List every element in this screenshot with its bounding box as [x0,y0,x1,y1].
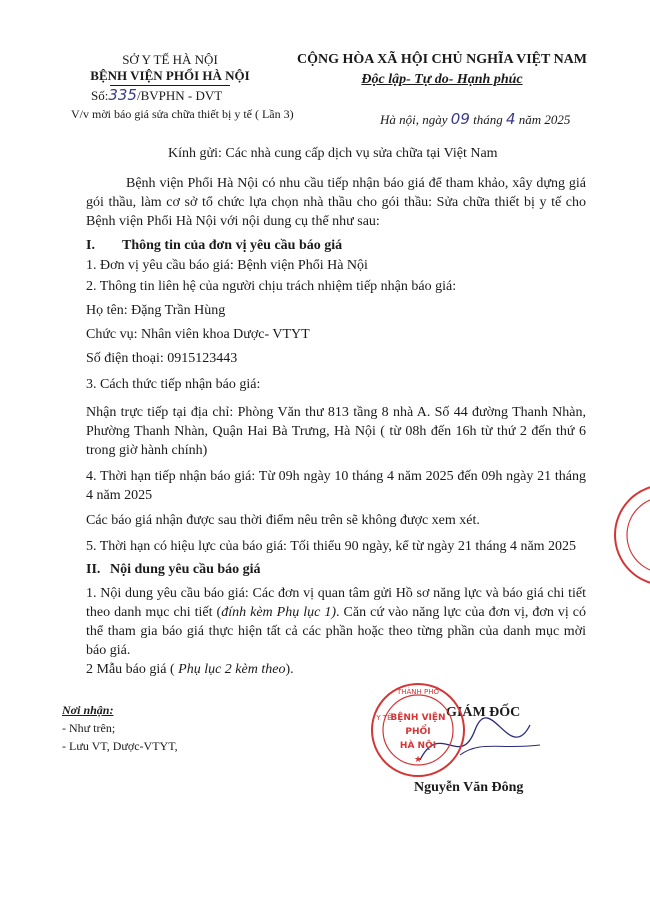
date-month-label: tháng [473,112,503,127]
seal-ring-left: Y TẾ [376,714,392,722]
section1-item2: 2. Thông tin liên hệ của người chịu trách nhiệm tiếp nhận báo giá: [86,279,457,294]
hospital-seal [368,680,468,780]
section1-number: I. [86,238,95,253]
number-handwritten: 335 [108,86,137,104]
hospital-name: BỆNH VIỆN PHỔI HÀ NỘI [90,68,250,83]
number-suffix: /BVPHN - DVT [136,88,223,103]
section1-item5: 5. Thời hạn có hiệu lực của báo giá: Tối thiểu 90 ngày, kể từ ngày 21 tháng 4 năm 2025 [86,539,577,554]
recipients-title: Nơi nhận: [62,703,114,717]
document-subject: V/v mời báo giá sửa chữa thiết bị y tế ( Lần 3) [71,107,294,121]
late-submission-note: Các báo giá nhận được sau thời điểm nêu trên sẽ không được xem xét. [86,513,480,528]
edge-seal-fragment [610,480,650,590]
seal-line-2: PHỔI [405,727,431,737]
date-month: 4 [506,110,516,128]
section1-title: Thông tin của đơn vị yêu cầu báo giá [122,238,343,253]
document-number [91,86,222,104]
date-year: năm 2025 [518,112,571,127]
signer-title: GIÁM ĐỐC [446,705,521,720]
seal-line-3: HÀ NỘI [399,741,437,751]
seal-star-icon: ★ [413,754,423,764]
section2-item2 [86,662,294,678]
recipient-item-1: - Như trên; [62,721,116,735]
section1-item1: 1. Đơn vị yêu cầu báo giá: Bệnh viện Phổi Hà Nội [86,258,368,273]
submission-address: Nhận trực tiếp tại địa chỉ: Phòng Văn thư 813 tầng 8 nhà A. Số 44 đường Thanh Nhàn, Phường Thanh Nhàn, Quận Hai Bà Trưng, Hà Nội ( từ 08h đến 16h từ thứ 2 đến thứ 6 trong giờ hành chính) [86,405,586,458]
number-prefix: Số: [91,88,109,103]
country-name: CỘNG HÒA XÃ HỘI CHỦ NGHĨA VIỆT NAM [296,52,587,67]
section2-title: Nội dung yêu cầu báo giá [110,562,261,577]
recipient-line: Kính gửi: Các nhà cung cấp dịch vụ sửa chữa tại Việt Nam [168,146,498,161]
contact-position: Chức vụ: Nhân viên khoa Dược- VTYT [86,327,310,342]
section1-item3: 3. Cách thức tiếp nhận báo giá: [86,377,261,392]
recipient-item-2: - Lưu VT, Dược-VTYT, [62,739,178,753]
section1-item4: 4. Thời hạn tiếp nhận báo giá: Từ 09h ngày 10 tháng 4 năm 2025 đến 09h ngày 21 tháng 4 năm 2025 [86,469,586,503]
intro-paragraph: Bệnh viện Phổi Hà Nội có nhu cầu tiếp nhận báo giá để tham khảo, xây dựng giá gói thầu, làm cơ sở tổ chức lựa chọn nhà thầu cho gói thầu: Sửa chữa thiết bị y tế cho Bệnh viện Phổi Hà Nội với nội dung cụ thể như sau: [86,176,586,229]
section2-item1 [86,584,586,660]
national-motto: Độc lập- Tự do- Hạnh phúc [361,72,523,87]
contact-name: Họ tên: Đặng Trần Hùng [86,303,226,318]
seal-line-1: BỆNH VIỆN [390,713,446,723]
seal-ring-top: THÀNH PHỐ [396,688,440,696]
section2-item1-text-a: 1. Nội dung yêu cầu báo giá: Các đơn vị quan tâm gửi Hồ sơ năng lực và báo giá chi tiết theo danh mục chi tiết ( [86,586,586,620]
signer-name: Nguyễn Văn Đông [414,780,524,795]
section2-number: II. [86,562,101,577]
section2-item1-annex: đính kèm Phụ lục 1) [221,605,337,620]
document-date [380,110,570,128]
section2-item2-text-a: 2 Mẫu báo giá ( [86,662,175,677]
section2-item1-text-b: . Căn cứ vào năng lực của đơn vị, đơn vị có thể tham gia báo giá thực hiện tất cả các phần hoặc theo từng phần của danh mục mời báo giá. [86,605,586,658]
section2-item2-text-b: ). [285,662,294,677]
ministry-name: SỞ Y TẾ HÀ NỘI [122,52,218,67]
section2-item2-annex: Phụ lục 2 kèm theo [174,662,286,677]
date-prefix: Hà nội, ngày [380,112,448,127]
contact-phone: Số điện thoại: 0915123443 [86,351,238,366]
date-day: 09 [450,110,470,128]
